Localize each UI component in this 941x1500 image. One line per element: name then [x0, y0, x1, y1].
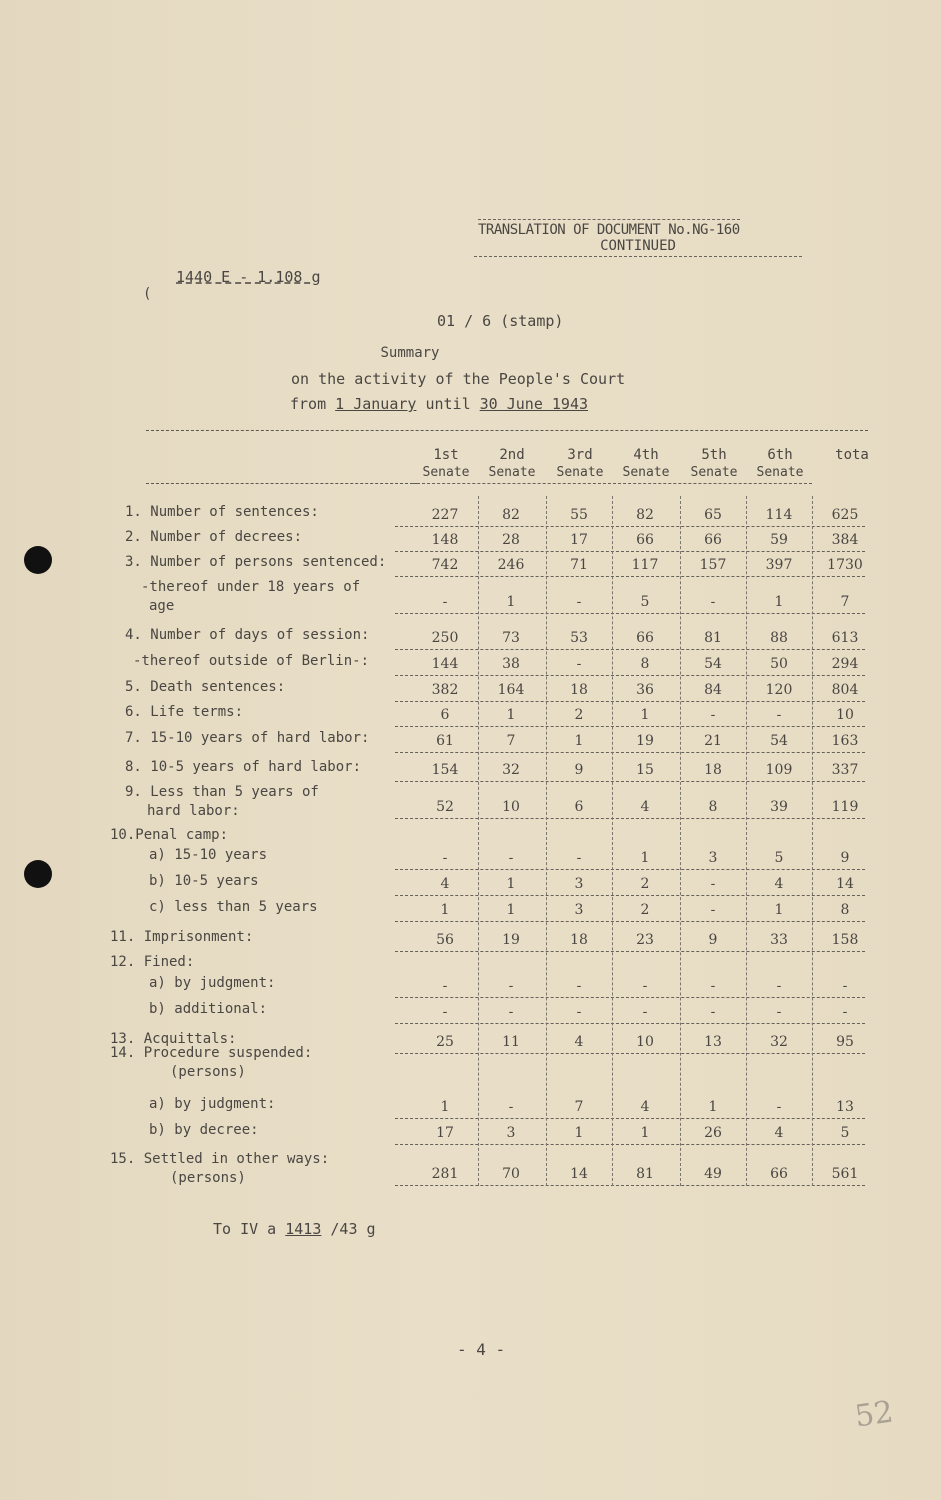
table-cell: 397 [765, 557, 793, 573]
row-label-text: 6. Life terms: [125, 704, 244, 720]
column-header-number: 3rd [567, 447, 593, 463]
table-cell: 66 [636, 532, 654, 548]
table-cell: 158 [831, 932, 859, 948]
table-cell: 1 [774, 902, 784, 918]
table-cell: 50 [770, 656, 788, 672]
table-cell: 32 [502, 762, 520, 778]
paren-mark: ( [143, 286, 152, 302]
table-cell: - [442, 594, 448, 610]
row-rule [395, 576, 865, 577]
table-cell: 25 [436, 1034, 454, 1050]
table-cell: 1 [708, 1099, 718, 1115]
table-cell: - [508, 978, 514, 994]
table-cell: 61 [436, 733, 454, 749]
table-cell: 81 [636, 1166, 654, 1182]
table-cell: 71 [570, 557, 588, 573]
table-cell: 54 [770, 733, 788, 749]
row-label-text: 8. 10-5 years of hard labor: [125, 759, 362, 775]
table-cell: 3 [506, 1125, 516, 1141]
row-label [125, 528, 302, 547]
table-cell: 70 [502, 1166, 520, 1182]
row-label [133, 652, 369, 671]
row-label-text: 14. Procedure suspended: [110, 1045, 313, 1061]
table-cell: 32 [770, 1034, 788, 1050]
table-cell: 246 [497, 557, 525, 573]
table-cell: 1 [574, 1125, 584, 1141]
table-cell: 9 [708, 932, 718, 948]
table-cell: 4 [774, 876, 784, 892]
table-cell: 4 [640, 1099, 650, 1115]
table-cell: 613 [831, 630, 859, 646]
table-cell: 36 [636, 682, 654, 698]
table-cell: - [776, 1099, 782, 1115]
table-cell: 11 [502, 1034, 520, 1050]
table-cell: 88 [770, 630, 788, 646]
row-rule [395, 726, 865, 727]
table-cell: 157 [699, 557, 727, 573]
table-cell: 8 [840, 902, 850, 918]
table-cell: - [710, 1004, 716, 1020]
date-from: 1 January [335, 395, 417, 413]
row-label [149, 1000, 267, 1019]
row-label-text: 10.Penal camp: [110, 827, 229, 843]
translation-header: TRANSLATION OF DOCUMENT No.NG-160 [478, 219, 740, 238]
table-cell: 82 [636, 507, 654, 523]
row-label-continuation: (persons) [170, 1170, 246, 1186]
table-cell: 1 [774, 594, 784, 610]
table-cell: - [842, 1004, 848, 1020]
table-cell: 227 [431, 507, 459, 523]
row-label-text: 12. Fined: [110, 954, 195, 970]
table-cell: 2 [574, 707, 584, 723]
table-cell: 625 [831, 507, 859, 523]
row-rule [395, 781, 865, 782]
table-cell: 66 [704, 532, 722, 548]
table-cell: 804 [831, 682, 859, 698]
table-cell: 33 [770, 932, 788, 948]
table-cell: 5 [774, 850, 784, 866]
table-cell: 4 [640, 799, 650, 815]
table-cell: - [710, 707, 716, 723]
row-label-text: 4. Number of days of session: [125, 627, 370, 643]
row-label-text: 15. Settled in other ways: [110, 1151, 330, 1167]
table-cell: - [576, 656, 582, 672]
table-cell: 561 [831, 1166, 859, 1182]
table-cell: - [710, 876, 716, 892]
table-cell: 281 [431, 1166, 459, 1182]
column-header-senate: Senate [488, 465, 536, 480]
table-cell: - [842, 978, 848, 994]
table-cell: 3 [574, 876, 584, 892]
column-header-number: 1st [433, 447, 459, 463]
row-label-text: a) 15-10 years [149, 847, 268, 863]
row-label [125, 729, 369, 748]
table-cell: - [576, 1004, 582, 1020]
row-label [141, 578, 360, 616]
row-label-text: -thereof outside of Berlin-: [133, 653, 370, 669]
page-number: - 4 - [457, 1340, 506, 1359]
row-label-text: b) additional: [149, 1001, 268, 1017]
row-label-text: a) by judgment: [149, 975, 276, 991]
table-cell: 10 [836, 707, 854, 723]
row-label [149, 974, 275, 993]
row-label [110, 1044, 312, 1082]
table-cell: 10 [502, 799, 520, 815]
date-prefix: from [290, 395, 336, 413]
table-cell: 1 [640, 850, 650, 866]
table-cell: 15 [636, 762, 654, 778]
table-cell: - [508, 1099, 514, 1115]
table-cell: 18 [570, 682, 588, 698]
table-cell: 4 [574, 1034, 584, 1050]
row-rule [395, 752, 865, 753]
table-cell: 18 [570, 932, 588, 948]
row-label-text: c) less than 5 years [149, 899, 318, 915]
row-rule [395, 921, 865, 922]
table-cell: 2 [640, 902, 650, 918]
table-cell: - [776, 1004, 782, 1020]
row-label-continuation: hard labor: [147, 803, 240, 819]
row-rule [395, 1144, 865, 1145]
table-cell: 164 [497, 682, 525, 698]
table-cell: 84 [704, 682, 722, 698]
column-header-senate: Senate [556, 465, 604, 480]
row-rule [395, 1023, 865, 1024]
row-rule [395, 818, 865, 819]
row-label [125, 678, 285, 697]
row-label [110, 928, 253, 947]
table-cell: 26 [704, 1125, 722, 1141]
column-separator [612, 496, 613, 1186]
column-header-rule [412, 483, 812, 484]
row-rule [395, 1118, 865, 1119]
column-header [478, 446, 546, 482]
handwritten-mark: 52 [852, 1394, 896, 1435]
table-cell: 7 [506, 733, 516, 749]
table-cell: 9 [574, 762, 584, 778]
table-cell: 9 [840, 850, 850, 866]
table-cell: 7 [840, 594, 850, 610]
table-cell: 5 [840, 1125, 850, 1141]
table-cell: - [710, 594, 716, 610]
table-cell: 56 [436, 932, 454, 948]
table-cell: 10 [636, 1034, 654, 1050]
table-cell: 1 [440, 902, 450, 918]
table-top-rule [146, 430, 868, 431]
footer-reference [213, 1220, 376, 1238]
table-cell: 17 [436, 1125, 454, 1141]
table-cell: 2 [640, 876, 650, 892]
table-cell: - [576, 594, 582, 610]
table-cell: 18 [704, 762, 722, 778]
table-cell: 14 [836, 876, 854, 892]
punch-hole-bottom [24, 860, 52, 888]
row-label [125, 503, 319, 522]
continued-label: CONTINUED [474, 238, 802, 257]
table-cell: 53 [570, 630, 588, 646]
table-cell: - [776, 707, 782, 723]
table-cell: 117 [631, 557, 659, 573]
date-range [290, 395, 588, 413]
table-cell: 13 [836, 1099, 854, 1115]
row-label-text: 13. Acquittals: [110, 1031, 237, 1047]
row-rule [395, 613, 865, 614]
table-cell: 95 [836, 1034, 854, 1050]
column-header-senate: Senate [690, 465, 738, 480]
table-cell: - [508, 1004, 514, 1020]
table-cell: 23 [636, 932, 654, 948]
table-cell: - [776, 978, 782, 994]
table-cell: - [642, 978, 648, 994]
document-title: Summary [380, 345, 440, 361]
column-header [818, 446, 886, 464]
table-cell: 17 [570, 532, 588, 548]
column-header [746, 446, 814, 482]
row-rule [395, 675, 865, 676]
row-label [125, 626, 369, 645]
table-cell: 3 [574, 902, 584, 918]
row-rule [395, 869, 865, 870]
table-cell: 13 [704, 1034, 722, 1050]
label-header-rule [146, 483, 418, 484]
row-label [149, 1095, 275, 1114]
row-label-text: a) by judgment: [149, 1096, 276, 1112]
table-cell: 1 [574, 733, 584, 749]
table-cell: 14 [570, 1166, 588, 1182]
table-cell: 109 [765, 762, 793, 778]
date-to: 30 June 1943 [479, 395, 589, 413]
row-label-text: 2. Number of decrees: [125, 529, 303, 545]
row-label-text: 1. Number of sentences: [125, 504, 319, 520]
table-cell: 4 [440, 876, 450, 892]
column-separator [546, 496, 547, 1186]
table-cell: 28 [502, 532, 520, 548]
table-cell: 66 [770, 1166, 788, 1182]
table-cell: 21 [704, 733, 722, 749]
column-separator [812, 496, 813, 1186]
table-cell: 5 [640, 594, 650, 610]
row-rule [395, 951, 865, 952]
row-label-text: 9. Less than 5 years of [125, 784, 319, 800]
file-reference: 1440 E - 1.108 g [176, 268, 321, 286]
row-label [149, 846, 267, 865]
column-separator [478, 496, 479, 1186]
row-label-text: b) by decree: [149, 1122, 259, 1138]
row-label [149, 898, 318, 917]
table-cell: 59 [770, 532, 788, 548]
footer-prefix: To IV a [213, 1220, 286, 1238]
stamp-note: 01 / 6 (stamp) [437, 312, 564, 330]
column-separator [746, 496, 747, 1186]
table-cell: 55 [570, 507, 588, 523]
table-cell: - [710, 902, 716, 918]
table-cell: - [442, 1004, 448, 1020]
table-cell: - [710, 978, 716, 994]
row-label [110, 826, 228, 845]
row-label-text: 7. 15-10 years of hard labor: [125, 730, 370, 746]
column-header-number: tota [835, 447, 869, 463]
column-header [546, 446, 614, 482]
table-cell: 1 [506, 594, 516, 610]
table-cell: 38 [502, 656, 520, 672]
row-rule [395, 1185, 865, 1186]
table-cell: 8 [640, 656, 650, 672]
row-label [149, 1121, 259, 1140]
table-cell: 49 [704, 1166, 722, 1182]
table-cell: 7 [574, 1099, 584, 1115]
row-label-continuation: (persons) [170, 1064, 246, 1080]
table-cell: 154 [431, 762, 459, 778]
column-header [612, 446, 680, 482]
punch-hole-top [24, 546, 52, 574]
row-label [125, 553, 386, 572]
table-cell: 1 [640, 707, 650, 723]
column-header-senate: Senate [756, 465, 804, 480]
table-cell: 119 [831, 799, 859, 815]
column-header [412, 446, 480, 482]
table-cell: 6 [440, 707, 450, 723]
table-cell: 66 [636, 630, 654, 646]
table-cell: 73 [502, 630, 520, 646]
table-cell: 144 [431, 656, 459, 672]
table-cell: 81 [704, 630, 722, 646]
table-cell: 120 [765, 682, 793, 698]
table-cell: 742 [431, 557, 459, 573]
row-label-text: 3. Number of persons sentenced: [125, 554, 387, 570]
footer-number: 1413 [285, 1220, 322, 1238]
row-rule [395, 1053, 865, 1054]
table-cell: 52 [436, 799, 454, 815]
row-label-text: 11. Imprisonment: [110, 929, 254, 945]
column-header-senate: Senate [622, 465, 670, 480]
table-cell: 1 [506, 707, 516, 723]
row-rule [395, 551, 865, 552]
table-cell: 39 [770, 799, 788, 815]
row-rule [395, 895, 865, 896]
column-header-number: 5th [701, 447, 727, 463]
row-label [110, 1150, 329, 1188]
table-cell: 148 [431, 532, 459, 548]
date-mid: until [416, 395, 480, 413]
table-cell: 337 [831, 762, 859, 778]
table-cell: - [442, 978, 448, 994]
row-rule [395, 701, 865, 702]
table-cell: 382 [431, 682, 459, 698]
table-cell: 4 [774, 1125, 784, 1141]
table-cell: 19 [636, 733, 654, 749]
column-header-senate: Senate [422, 465, 470, 480]
table-cell: - [442, 850, 448, 866]
row-label-text: b) 10-5 years [149, 873, 259, 889]
table-cell: 82 [502, 507, 520, 523]
table-cell: 1 [640, 1125, 650, 1141]
table-cell: 54 [704, 656, 722, 672]
table-cell: - [576, 978, 582, 994]
table-cell: - [642, 1004, 648, 1020]
column-header-number: 2nd [499, 447, 525, 463]
column-header-number: 6th [767, 447, 793, 463]
table-cell: 3 [708, 850, 718, 866]
document-subtitle: on the activity of the People's Court [291, 370, 626, 388]
row-rule [395, 997, 865, 998]
table-cell: 19 [502, 932, 520, 948]
row-label-text: -thereof under 18 years of [141, 579, 361, 595]
table-cell: 250 [431, 630, 459, 646]
row-rule [395, 526, 865, 527]
table-cell: 163 [831, 733, 859, 749]
footer-suffix: /43 g [321, 1220, 376, 1238]
table-cell: 1 [506, 876, 516, 892]
table-cell: 1 [506, 902, 516, 918]
row-label [110, 953, 194, 972]
table-cell: 8 [708, 799, 718, 815]
row-label [149, 872, 259, 891]
table-cell: - [508, 850, 514, 866]
row-label [125, 703, 243, 722]
table-cell: 1 [440, 1099, 450, 1115]
column-header-number: 4th [633, 447, 659, 463]
table-cell: 294 [831, 656, 859, 672]
table-cell: 6 [574, 799, 584, 815]
table-cell: - [576, 850, 582, 866]
row-label-text: 5. Death sentences: [125, 679, 286, 695]
row-label [125, 758, 361, 777]
table-cell: 384 [831, 532, 859, 548]
table-cell: 65 [704, 507, 722, 523]
column-header [680, 446, 748, 482]
column-separator [680, 496, 681, 1186]
table-cell: 114 [765, 507, 793, 523]
row-label [125, 783, 319, 821]
row-rule [395, 649, 865, 650]
row-label-continuation: age [149, 598, 175, 614]
table-cell: 1730 [827, 557, 863, 573]
